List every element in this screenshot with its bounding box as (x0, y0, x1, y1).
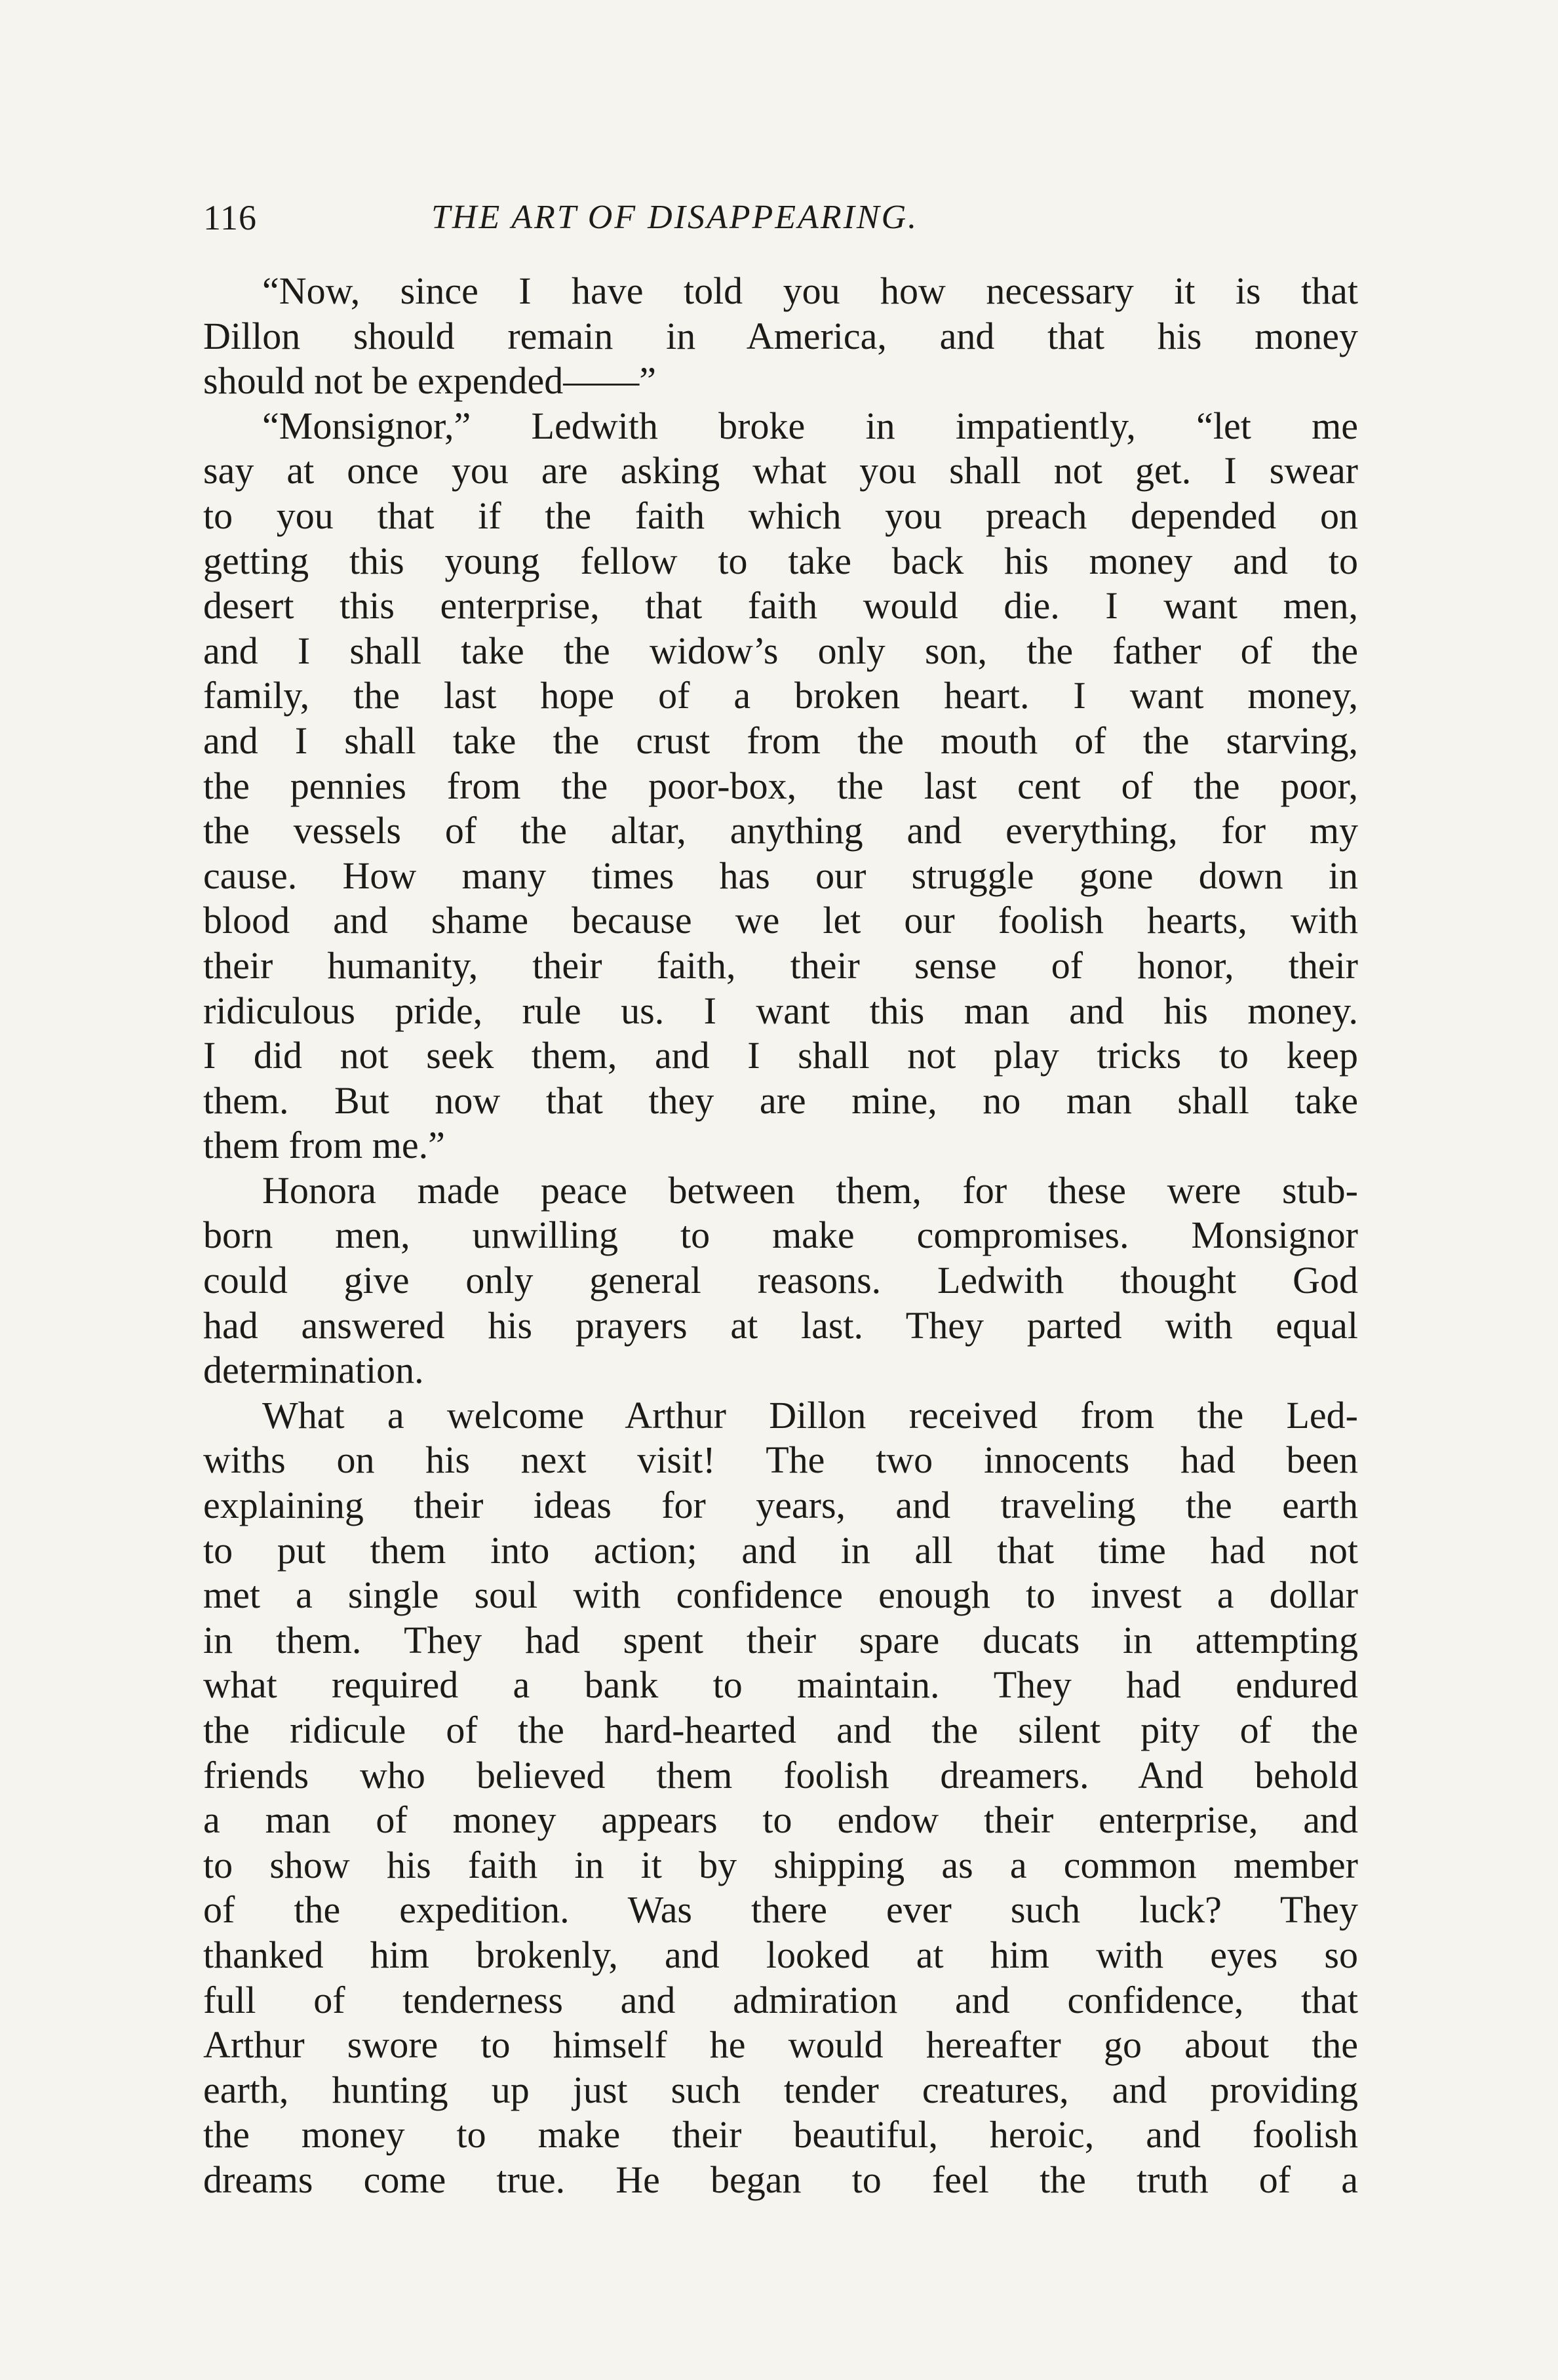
text-line: getting this young fellow to take back his money and to (203, 539, 1358, 582)
page-header (203, 191, 1357, 244)
text-line: explaining their ideas for years, and traveling the earth (203, 1484, 1358, 1527)
running-title: THE ART OF DISAPPEARING. (431, 199, 919, 236)
page-number: 116 (203, 198, 257, 237)
text-line: family, the last hope of a broken heart. I want money, (203, 674, 1358, 717)
text-line: the pennies from the poor-box, the last cent of the poor, (203, 764, 1358, 807)
text-line: Arthur swore to himself he would hereafter go about the (203, 2023, 1358, 2067)
text-line: the ridicule of the hard-hearted and the silent pity of the (203, 1709, 1358, 1751)
text-line: friends who believed them foolish dreamers. And behold (203, 1753, 1358, 1796)
text-line: and I shall take the crust from the mouth of the starving, (203, 719, 1358, 762)
text-line: I did not seek them, and I shall not play tricks to keep (203, 1034, 1358, 1077)
text-line: dreams come true. He began to feel the truth of a (203, 2158, 1358, 2201)
text-line: determination. (203, 1349, 424, 1392)
text-line: blood and shame because we let our foolish hearts, with (203, 899, 1358, 942)
text-line: born men, unwilling to make compromises. Monsignor (203, 1214, 1358, 1257)
text-line: cause. How many times has our struggle gone down in (203, 854, 1358, 897)
text-line: “Now, since I have told you how necessary it is that (262, 269, 1358, 312)
text-line: should not be expended——” (203, 359, 657, 403)
text-line: the money to make their beautiful, heroic, and foolish (203, 2113, 1358, 2156)
text-line: to you that if the faith which you preach depended on (203, 494, 1358, 537)
text-line: could give only general reasons. Ledwith thought God (203, 1259, 1358, 1302)
text-line: a man of money appears to endow their enterprise, and (203, 1798, 1358, 1842)
text-line: ridiculous pride, rule us. I want this man and his money. (203, 989, 1358, 1032)
text-line: Honora made peace between them, for these were stub- (262, 1168, 1358, 1212)
text-line: to put them into action; and in all that time had not (203, 1528, 1358, 1572)
text-line: and I shall take the widow’s only son, the father of the (203, 629, 1358, 672)
text-line: desert this enterprise, that faith would die. I want men, (203, 584, 1358, 627)
text-line: them. But now that they are mine, no man shall take (203, 1079, 1358, 1122)
text-line: to show his faith in it by shipping as a common member (203, 1843, 1358, 1886)
text-line: them from me.” (203, 1124, 445, 1167)
text-line: full of tenderness and admiration and confidence, that (203, 1978, 1358, 2021)
text-line: what required a bank to maintain. They had endured (203, 1663, 1358, 1707)
text-line: had answered his prayers at last. They parted with equal (203, 1303, 1358, 1347)
text-line: the vessels of the altar, anything and everything, for my (203, 809, 1358, 852)
text-line: in them. They had spent their spare ducats in attempting (203, 1618, 1358, 1661)
body-text (203, 269, 1358, 2203)
text-line: “Monsignor,” Ledwith broke in impatiently, “let me (262, 404, 1358, 447)
text-line: say at once you are asking what you shall not get. I swear (203, 449, 1358, 492)
text-line: Dillon should remain in America, and that his money (203, 314, 1358, 357)
text-line: thanked him brokenly, and looked at him with eyes so (203, 1933, 1358, 1976)
text-line: earth, hunting up just such tender creatures, and providing (203, 2068, 1358, 2111)
text-line: met a single soul with confidence enough to invest a dollar (203, 1574, 1358, 1617)
text-line: withs on his next visit! The two innocents had been (203, 1438, 1358, 1482)
text-line: of the expedition. Was there ever such luck? They (203, 1888, 1358, 1932)
text-line: their humanity, their faith, their sense of honor, their (203, 943, 1358, 987)
text-line: What a welcome Arthur Dillon received from the Led- (262, 1393, 1358, 1437)
